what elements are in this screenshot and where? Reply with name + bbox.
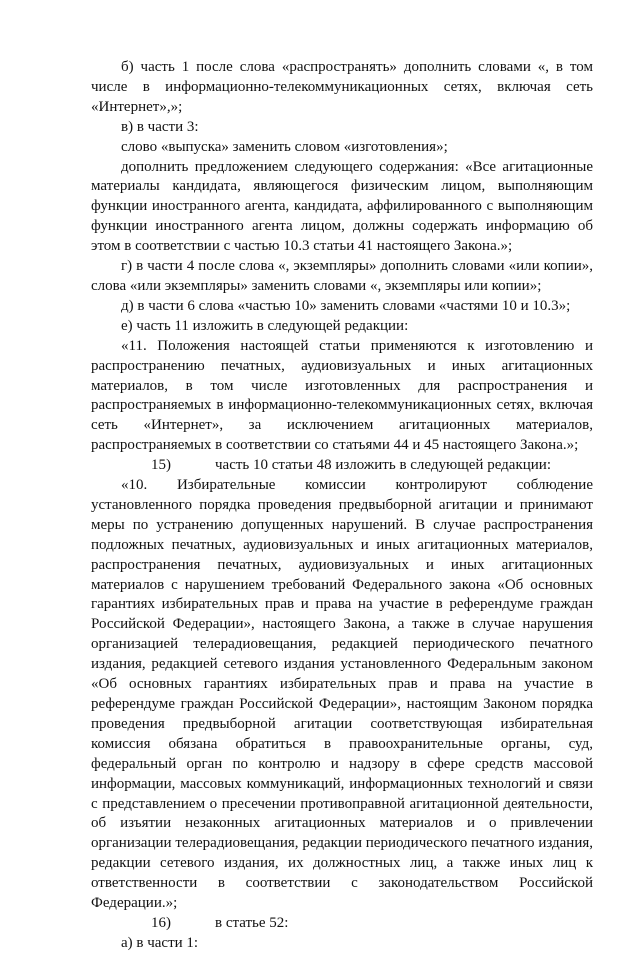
paragraph-2: в) в части 3: <box>121 118 199 135</box>
paragraph-6: д) в части 6 слова «частью 10» заменить словами «частями 10 и 10.3»; <box>121 297 571 314</box>
document-page <box>91 58 593 954</box>
item-15-number: 15) <box>151 457 171 474</box>
paragraph-8: «11. Положения настоящей статьи применяются к изготовлению и распространению печатных, аудиовизуальных и иных агитационных материалов, в том числе изготовленных для распространения и распространяемых в информационно-телекоммуникационных сетях, включая сеть «Интернет», за исключением агитационных материалов, распространяемых в соответствии со статьями 44 и 45 настоящего Закона.»; <box>91 337 593 454</box>
paragraph-1: б) часть 1 после слова «распространять» дополнить словами «, в том числе в информационно-телекоммуникационных сетях, включая сеть «Интернет»,»; <box>91 59 593 115</box>
paragraph-9: «10. Избирательные комиссии контролируют соблюдение установленного порядка проведения предвыборной агитации и принимают меры по устранению допущенных нарушений. В случае распространения подложных печатных, аудиовизуальных и иных агитационных материалов, распространения печатных, аудиовизуальных и иных агитационных материалов с нарушением требований Федерального закона «Об основных гарантиях избирательных прав и права на участие в референдуме граждан Российской Федерации», настоящего Закона, а также в случае нарушения организацией телерадиовещания, редакцией периодического печатного издания, редакцией сетевого издания установленного Федеральным законом «Об основных гарантиях избирательных прав и права на участие в референдуме граждан Российской Федерации», настоящим Законом порядка проведения предвыборной агитации соответствующая избирательная комиссия обязана обратиться в правоохранительные органы, суд, федеральный орган по контролю и надзору в сфере средств массовой информации, массовых коммуникаций, информационных технологий и связи с представлением о пресечении противоправной агитационной деятельности, об изъятии незаконных агитационных материалов и о привлечении организации телерадиовещания, редакции периодического печатного издания, редакции сетевого издания, их должностных лиц, а также иных лиц к ответственности в соответствии с законодательством Российской Федерации.»; <box>91 477 593 912</box>
item-16-text: в статье 52: <box>215 914 289 931</box>
paragraph-last: а) в части 1: <box>121 934 199 951</box>
paragraph-3: слово «выпуска» заменить словом «изготовления»; <box>121 138 448 155</box>
paragraph-7: е) часть 11 изложить в следующей редакции: <box>121 317 409 334</box>
item-15 <box>91 456 593 476</box>
paragraph-4: дополнить предложением следующего содержания: «Все агитационные материалы кандидата, являющегося физическим лицом, выполняющим функции иностранного агента, кандидата, аффилированного с выполняющим функции иностранного агента лицом, должны содержать информацию об этом в соответствии с частью 10.3 статьи 41 настоящего Закона.»; <box>91 158 593 255</box>
item-16 <box>91 914 593 934</box>
paragraph-5: г) в части 4 после слова «, экземпляры» дополнить словами «или копии», слова «или экземпляры» заменить словами «, экземпляры или копии»; <box>91 258 593 294</box>
item-16-number: 16) <box>151 914 171 931</box>
item-15-text: часть 10 статьи 48 изложить в следующей редакции: <box>215 457 551 474</box>
